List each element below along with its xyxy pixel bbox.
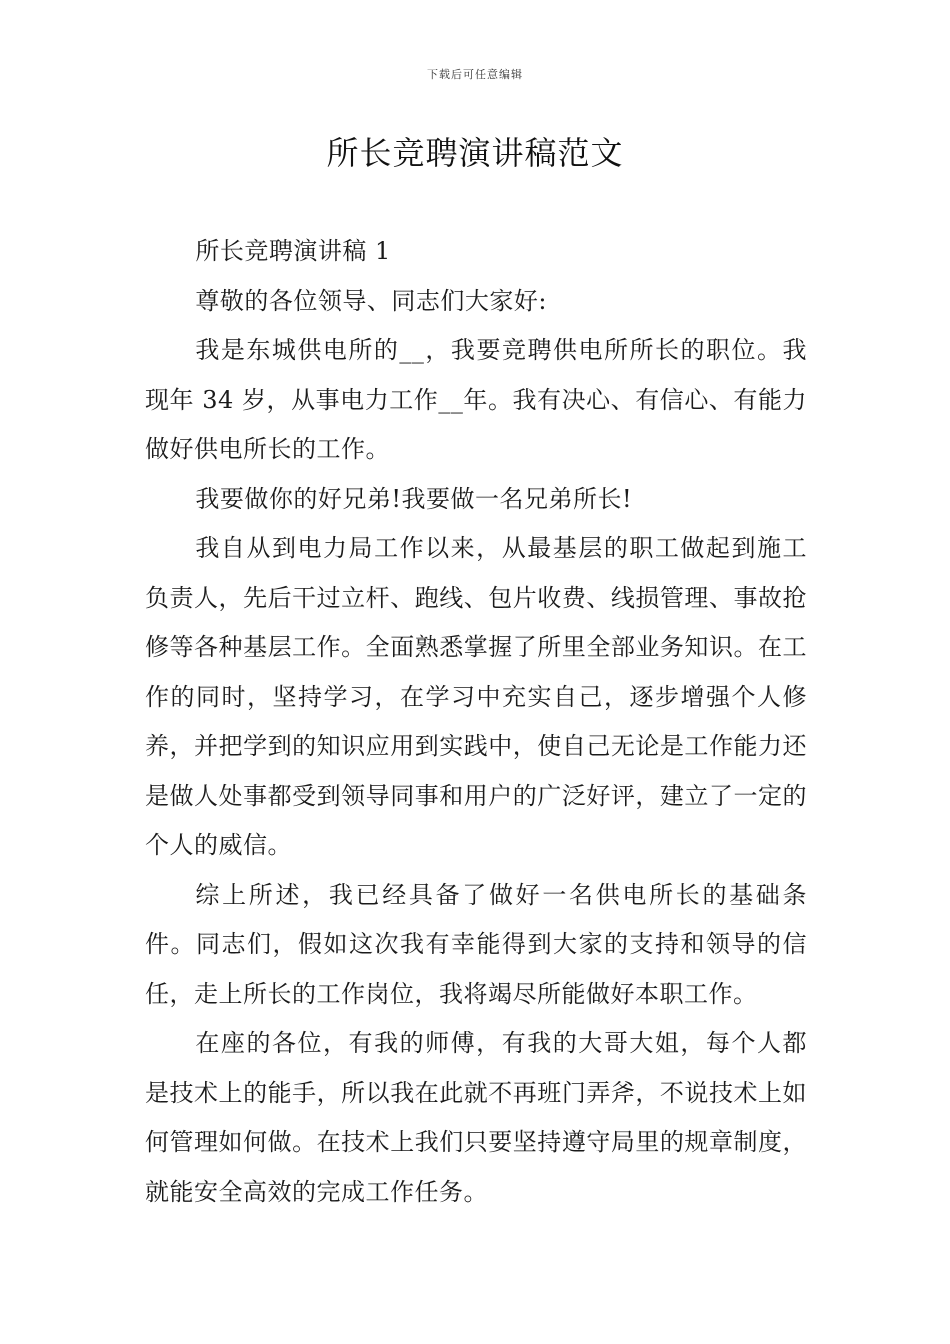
paragraph: 我自从到电力局工作以来，从最基层的职工做起到施工负责人，先后干过立杆、跑线、包片收费、线损管理、事故抢修等各种基层工作。全面熟悉掌握了所里全部业务知识。在工作的同时，坚持学习，在学习中充实自己，逐步增强个人修养，并把学到的知识应用到实践中，使自己无论是工作能力还是做人处事都受到领导同事和用户的广泛好评，建立了一定的个人的威信。 — [145, 534, 807, 859]
paragraph: 我是东城供电所的__，我要竞聘供电所所长的职位。我现年 34 岁，从事电力工作__年。我有决心、有信心、有能力做好供电所长的工作。 — [145, 336, 807, 463]
document-body — [145, 227, 807, 1217]
paragraph: 综上所述，我已经具备了做好一名供电所长的基础条件。同志们，假如这次我有幸能得到大家的支持和领导的信任，走上所长的工作岗位，我将竭尽所能做好本职工作。 — [145, 880, 807, 1008]
header-note: 下载后可任意编辑 — [427, 68, 523, 81]
paragraph: 我要做你的好兄弟!我要做一名兄弟所长! — [195, 484, 633, 513]
paragraph-heading: 所长竞聘演讲稿 1 — [195, 237, 391, 265]
document-title: 所长竞聘演讲稿范文 — [326, 134, 624, 172]
paragraph: 在座的各位，有我的师傅，有我的大哥大姐，每个人都是技术上的能手，所以我在此就不再班门弄斧，不说技术上如何管理如何做。在技术上我们只要坚持遵守局里的规章制度，就能安全高效的完成工作任务。 — [145, 1029, 807, 1206]
paragraph-greeting: 尊敬的各位领导、同志们大家好: — [195, 286, 547, 315]
